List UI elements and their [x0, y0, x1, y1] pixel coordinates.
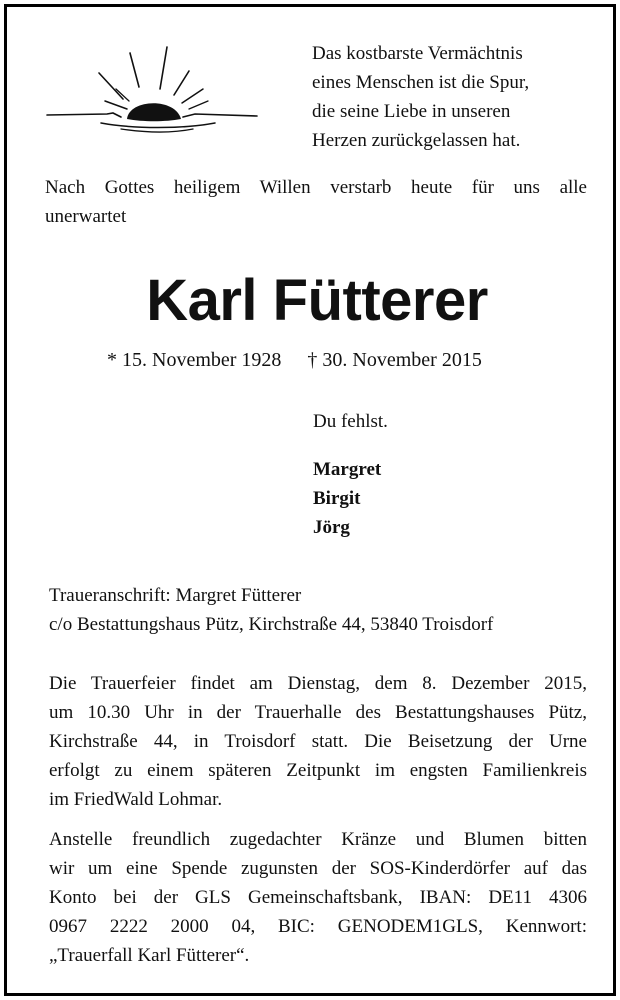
ceremony-line: Die Trauerfeier findet am Dienstag, dem 8. Dezember 2015, [49, 673, 587, 694]
quote-line: die seine Liebe in unseren [312, 101, 511, 122]
death-date: † 30. November 2015 [307, 349, 482, 371]
announcement-line: unerwartet [45, 206, 127, 227]
address-line: c/o Bestattungshaus Pütz, Kirchstraße 44, 53840 Troisdorf [49, 614, 494, 635]
announcement-line: Nach Gottes heiligem Willen verstarb heute für uns alle [45, 177, 587, 198]
deceased-name: Karl Fütterer [146, 268, 488, 333]
donation-line: Konto bei der GLS Gemeinschaftsbank, IBAN: DE11 4306 [49, 887, 587, 908]
quote-line: eines Menschen ist die Spur, [312, 72, 530, 93]
address-line: Traueranschrift: Margret Fütterer [49, 585, 302, 606]
ceremony-details [49, 669, 587, 814]
death-announcement [45, 173, 587, 231]
mourner-list [313, 455, 381, 542]
donation-line: „Trauerfall Karl Fütterer“. [49, 945, 250, 966]
obituary-frame [4, 4, 616, 996]
donation-line: wir um eine Spende zugunsten der SOS-Kinderdörfer auf das [49, 858, 587, 879]
mourner-name: Jörg [313, 517, 350, 538]
memorial-quote [312, 39, 602, 155]
ceremony-line: um 10.30 Uhr in der Trauerhalle des Bestattungshauses Pütz, [49, 702, 587, 723]
mourner-name: Birgit [313, 488, 361, 509]
life-dates [107, 345, 547, 375]
farewell-message: Du fehlst. [313, 411, 388, 432]
donation-line: Anstelle freundlich zugedachter Kränze und Blumen bitten [49, 829, 587, 850]
donation-line: 0967 2222 2000 04, BIC: GENODEM1GLS, Kennwort: [49, 916, 587, 937]
ceremony-line: erfolgt zu einem späteren Zeitpunkt im engsten Familienkreis [49, 760, 587, 781]
sunset-icon [43, 43, 263, 143]
mourner-name: Margret [313, 459, 382, 480]
mourning-address [49, 581, 589, 639]
quote-line: Das kostbarste Vermächtnis [312, 43, 523, 64]
ceremony-line: Kirchstraße 44, in Troisdorf statt. Die Beisetzung der Urne [49, 731, 587, 752]
donation-request [49, 825, 587, 970]
ceremony-line: im FriedWald Lohmar. [49, 789, 223, 810]
quote-line: Herzen zurückgelassen hat. [312, 130, 521, 151]
birth-date: * 15. November 1928 [107, 349, 282, 371]
